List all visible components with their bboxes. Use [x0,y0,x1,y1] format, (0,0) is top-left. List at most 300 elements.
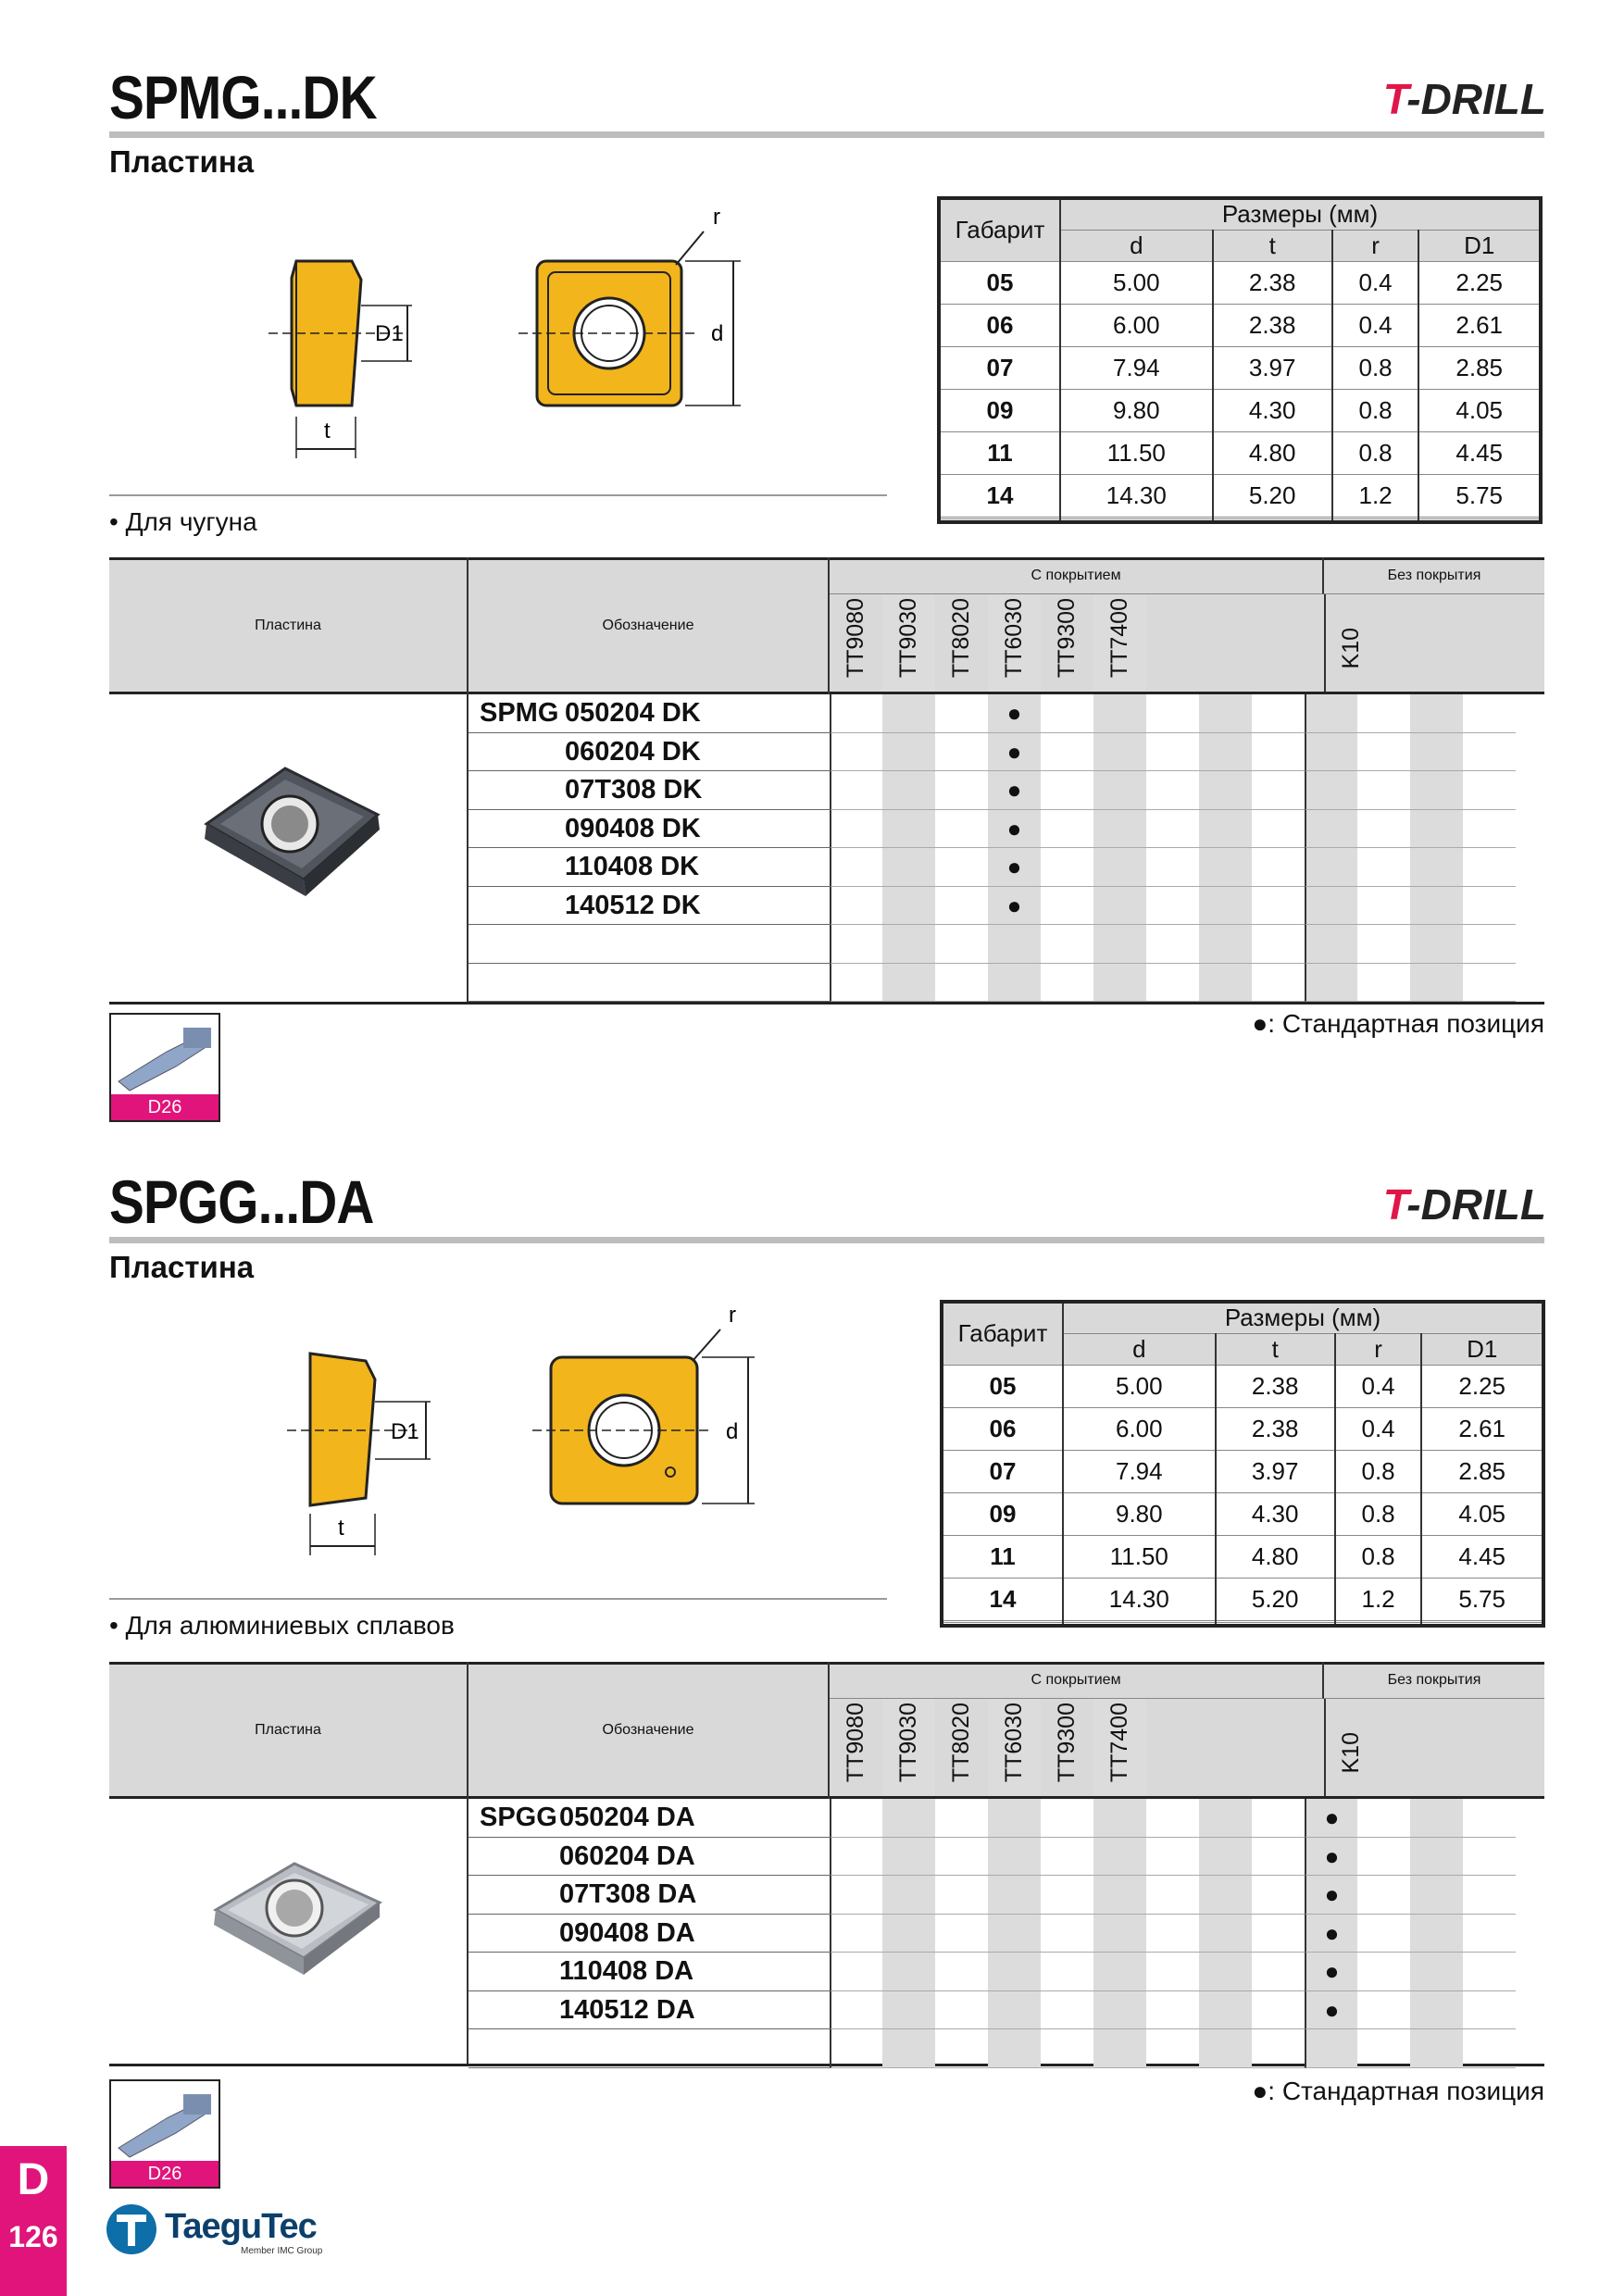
grade-cell [1305,1991,1357,2030]
grade-cell [1093,848,1146,887]
grade-cell [830,925,882,964]
col-header-insert: Пластина [109,1662,468,1799]
designation-cell [468,694,830,733]
drill-icon-label: D26 [111,2161,219,2187]
designation-code: 07T308 DA [559,1879,697,1909]
designation-cell [468,1799,830,1838]
title-rule [109,131,1544,138]
grade-cell [882,810,935,849]
grade-cell [1252,887,1305,926]
grade-cell [1146,1799,1199,1838]
grade-cell [1146,887,1199,926]
insert-photo-cell [109,694,468,1002]
brand-logo: T-DRILL [1382,1180,1546,1229]
grade-cell [1041,1991,1093,2030]
grade-cell [882,1838,935,1877]
table-row: 14 14.30 5.20 1.2 5.75 [939,475,1541,518]
grade-cell [1146,848,1199,887]
grade-header: TT9030 [882,1699,935,1796]
grade-cell [1252,1915,1305,1953]
designation-cell [468,1915,830,1953]
grade-cell [1357,848,1410,887]
standard-mark: ● [1006,891,1022,919]
drill-icon[interactable] [109,2079,220,2189]
grade-cell [935,964,988,1003]
grade-cell [1093,1799,1146,1838]
designation-code: 060204 DK [565,736,701,767]
grade-cell [882,964,935,1003]
grade-header: TT9080 [843,598,868,679]
standard-mark: ● [1324,1918,1340,1947]
grade-cell [935,887,988,926]
grade-cell [1146,771,1199,810]
grade-cell [1357,1799,1410,1838]
designation-cell [468,1991,830,2030]
insert-photo [109,694,468,1002]
grade-cell [1252,964,1305,1003]
grade-cell [830,1991,882,2030]
grade-rows [468,1799,1544,2068]
grade-cell [1463,1876,1516,1915]
table-row: 05 5.00 2.38 0.4 2.25 [942,1365,1543,1407]
grade-cell [1410,771,1463,810]
grade-cell [1146,1915,1199,1953]
grade-cell [1093,771,1146,810]
grade-cell [1357,1876,1410,1915]
svg-text:t: t [324,418,331,443]
grade-cell [1146,733,1199,772]
grade-cell [882,1876,935,1915]
grade-cell [988,848,1041,887]
grade-cell [935,733,988,772]
grade-header: TT8020 [948,598,974,679]
table-row: 05 5.00 2.38 0.4 2.25 [939,261,1541,304]
company-sub: Member IMC Group [241,2246,323,2256]
grade-cell [988,1799,1041,1838]
grade-cell [830,810,882,849]
grade-cell [1305,810,1357,849]
grade-cell [1199,1915,1252,1953]
grade-cell [935,810,988,849]
standard-mark: ● [1006,776,1022,804]
grade-cell [935,848,988,887]
col-header-designation: Обозначение [468,1662,830,1799]
table-row: 06 6.00 2.38 0.4 2.61 [939,304,1541,346]
grade-cell [935,771,988,810]
grade-cell [1305,1876,1357,1915]
grade-cell [988,2029,1041,2068]
section-title: SPGG...DA [109,1167,374,1236]
dim-size-header: Размеры (мм) [1060,198,1541,230]
grade-cell [988,964,1041,1003]
grade-cell [1305,848,1357,887]
grade-header: TT9030 [882,594,935,692]
table-row [468,848,1544,887]
grade-cell [1199,925,1252,964]
divider [109,1598,887,1600]
standard-mark: ● [1006,737,1022,766]
grade-cell [1199,1953,1252,1991]
insert-photo-cell [109,1799,468,2064]
grade-cell [1199,1991,1252,2030]
grade-cell [882,2029,935,2068]
grade-header: TT7400 [1093,594,1146,692]
grade-cell [1305,2029,1357,2068]
grade-cell [1357,1915,1410,1953]
grade-cell [1041,1953,1093,1991]
table-row [468,2029,1544,2068]
grade-cell [1146,1876,1199,1915]
table-row [468,1953,1544,1991]
grade-cell [1463,771,1516,810]
company-logo [104,2202,344,2257]
designation-cell [468,1953,830,1991]
grade-cell [935,1915,988,1953]
grade-cell [1199,694,1252,733]
grade-cell [935,1991,988,2030]
grade-cell [988,925,1041,964]
grade-cell [935,925,988,964]
grade-cell [1410,1915,1463,1953]
grade-cell [1463,810,1516,849]
grade-cell [830,964,882,1003]
grade-cell [1041,1799,1093,1838]
grade-cell [1410,925,1463,964]
col-header-insert: Пластина [109,557,468,694]
grade-cell [1357,1991,1410,2030]
grade-cell [1041,2029,1093,2068]
dim-group-header: Габарит [939,198,1060,261]
dim-col-header: D1 [1421,1333,1543,1365]
designation-cell [468,964,830,1003]
grade-cell [1199,1838,1252,1877]
dimension-table [940,1300,1545,1628]
col-header-designation: Обозначение [468,557,830,694]
designation-code: 110408 DA [559,1956,694,1986]
table-row [468,694,1544,733]
grade-cell [1305,887,1357,926]
grade-cell [1093,1991,1146,2030]
table-row [468,925,1544,964]
grade-cell [1199,887,1252,926]
grade-cell [935,694,988,733]
grade-cell [1041,964,1093,1003]
grade-cell [1463,1838,1516,1877]
drill-icon[interactable] [109,1013,220,1122]
grade-cell [1305,1838,1357,1877]
designation-code: 050204 DK [565,698,701,728]
grade-cell [1041,848,1093,887]
grade-cell [1463,1953,1516,1991]
svg-text:r: r [713,205,720,230]
uncoated-header: Без покрытия [1324,1662,1544,1699]
grade-cell [830,2029,882,2068]
grade-cell [1199,810,1252,849]
grade-cell [1041,1838,1093,1877]
grade-cell [1199,964,1252,1003]
grade-cell [1146,964,1199,1003]
grade-header: TT7400 [1093,1699,1146,1796]
grade-cell [1252,1799,1305,1838]
grade-cell [1041,733,1093,772]
grade-cell [1093,694,1146,733]
grade-cell [1463,925,1516,964]
grade-cell [882,1991,935,2030]
uncoated-header: Без покрытия [1324,557,1544,594]
designation-code: 07T308 DK [565,775,703,805]
grade-cell [1199,848,1252,887]
grade-cell [1199,1799,1252,1838]
grade-cell [1093,810,1146,849]
grade-cell [1199,733,1252,772]
designation-cell [468,810,830,849]
grade-cell [1093,1915,1146,1953]
designation-cell [468,771,830,810]
section-tab [0,2146,67,2296]
taegutec-logo-icon [104,2202,159,2257]
grade-cell [988,694,1041,733]
grade-cell [988,1991,1041,2030]
table-row [468,1915,1544,1953]
grade-cell [1410,2029,1463,2068]
grade-cell [1305,733,1357,772]
grade-cell [1199,2029,1252,2068]
standard-mark: ● [1324,1995,1340,2024]
standard-mark: ● [1324,1803,1340,1831]
table-row [468,771,1544,810]
prefix-label: SPGG [480,1803,557,1832]
designation-code: 090408 DA [559,1917,695,1948]
title-rule [109,1237,1544,1243]
grade-cell [1305,1953,1357,1991]
grade-cell [882,1953,935,1991]
grade-cell [1146,925,1199,964]
dim-col-header: d [1060,230,1213,261]
grade-cell [1093,733,1146,772]
grade-cell [1463,2029,1516,2068]
svg-text:d: d [711,321,724,346]
grade-cell [830,1915,882,1953]
grade-cell [1041,810,1093,849]
grade-cell [1305,771,1357,810]
grade-cell [1252,733,1305,772]
grade-cell [1463,1991,1516,2030]
grade-header: K10 [1324,594,1377,692]
grade-cell [1093,1838,1146,1877]
table-row: 07 7.94 3.97 0.8 2.85 [939,346,1541,389]
grade-cell [1463,1915,1516,1953]
grade-cell [1410,1838,1463,1877]
standard-mark: ● [1006,814,1022,842]
table-row [468,1876,1544,1915]
grade-cell [1305,964,1357,1003]
grade-cell [1410,810,1463,849]
grade-cell [830,733,882,772]
grade-cell [1357,887,1410,926]
grade-cell [1357,810,1410,849]
designation-code: 090408 DK [565,813,701,843]
grade-cell [1410,964,1463,1003]
table-row [468,1991,1544,2030]
grade-cell [935,1838,988,1877]
grade-cell [1199,1876,1252,1915]
grade-cell [1146,694,1199,733]
table-row [468,1838,1544,1877]
grade-cell [1357,1953,1410,1991]
grade-cell [1252,848,1305,887]
grade-cell [1041,887,1093,926]
section-subtitle: Пластина [109,1250,255,1284]
grade-cell [1252,1838,1305,1877]
grade-cell [1357,964,1410,1003]
grade-cell [1093,2029,1146,2068]
grade-cell [1410,733,1463,772]
grade-cell [1305,1799,1357,1838]
application-note: • Для алюминиевых сплавов [109,1611,455,1640]
grade-header: TT9300 [1054,1703,1080,1783]
grade-header: TT9300 [1054,598,1080,679]
table-row: 09 9.80 4.30 0.8 4.05 [942,1492,1543,1535]
grade-cell [830,1876,882,1915]
coated-header: С покрытием [830,557,1324,594]
grade-cell [830,1953,882,1991]
grade-cell [1357,1838,1410,1877]
divider [109,494,887,496]
grade-cell [830,1838,882,1877]
grade-cell [1357,771,1410,810]
dim-col-header: r [1335,1333,1422,1365]
section-letter: D [17,2155,50,2204]
grade-cell [1252,1876,1305,1915]
section-title: SPMG...DK [109,63,377,131]
grade-cell [1252,810,1305,849]
dim-col-header: t [1213,230,1332,261]
grade-cell [1146,1991,1199,2030]
grade-cell [1410,1953,1463,1991]
standard-mark: ● [1006,699,1022,727]
grade-cell [1146,2029,1199,2068]
page-number: 126 [8,2220,58,2253]
grade-cell [830,1799,882,1838]
grade-cell [988,1915,1041,1953]
designation-cell [468,925,830,964]
d1-label: D1 [375,321,404,346]
standard-mark: ● [1324,1957,1340,1985]
grade-cell [935,1799,988,1838]
grade-cell [1146,810,1199,849]
grade-cell [935,1876,988,1915]
grade-cell [988,810,1041,849]
grade-cell [830,694,882,733]
grade-cell [1252,771,1305,810]
svg-text:r: r [729,1305,736,1328]
grade-cell [882,694,935,733]
dim-group-header: Габарит [942,1302,1063,1365]
grade-cell [1463,887,1516,926]
designation-cell [468,848,830,887]
grade-cell [1357,2029,1410,2068]
grade-cell [1252,1953,1305,1991]
grade-cell [1252,1991,1305,2030]
grade-cell [1305,694,1357,733]
svg-text:D1: D1 [391,1419,419,1444]
designation-cell [468,2029,830,2068]
grade-cell [1357,733,1410,772]
table-row: 07 7.94 3.97 0.8 2.85 [942,1450,1543,1492]
grade-cell [830,887,882,926]
section-subtitle: Пластина [109,144,255,179]
grade-cell [1410,887,1463,926]
grade-cell [1041,694,1093,733]
grade-cell [1252,925,1305,964]
grade-cell [1093,964,1146,1003]
legend: ●: Стандартная позиция [1252,2077,1544,2105]
designation-cell [468,1838,830,1877]
table-row [468,964,1544,1003]
grade-cell [830,848,882,887]
grade-cell [1041,925,1093,964]
grade-cell [1410,848,1463,887]
drill-icon-label: D26 [111,1094,219,1120]
dimension-table [937,196,1543,524]
grade-cell [1410,694,1463,733]
dim-col-header: D1 [1418,230,1541,261]
grade-cell [1041,1915,1093,1953]
grade-cell [1146,1953,1199,1991]
table-row: 09 9.80 4.30 0.8 4.05 [939,389,1541,431]
standard-mark: ● [1006,853,1022,880]
grade-cell [935,1953,988,1991]
grade-cell [1410,1799,1463,1838]
designation-cell [468,1876,830,1915]
grade-cell [988,887,1041,926]
grade-cell [1093,887,1146,926]
brand-logo: T-DRILL [1382,75,1546,123]
grade-cell [1305,925,1357,964]
grade-cell [988,733,1041,772]
grade-cell [1093,1953,1146,1991]
designation-code: 110408 DK [565,852,700,881]
prefix-label: SPMG [480,698,559,728]
grade-cell [1093,925,1146,964]
svg-text:t: t [338,1516,344,1541]
grade-cell [1252,2029,1305,2068]
table-row: 11 11.50 4.80 0.8 4.45 [942,1536,1543,1578]
table-row [468,887,1544,926]
grade-cell [1463,694,1516,733]
grade-header: TT6030 [988,594,1041,692]
grade-cell [1463,848,1516,887]
designation-code: 060204 DA [559,1841,695,1871]
grade-header: K10 [1324,1699,1377,1796]
grade-cell [1410,1991,1463,2030]
grade-rows [468,694,1544,1002]
drill-tool-icon [111,1015,219,1094]
grade-cell [988,1953,1041,1991]
insert-photo [109,1799,468,2064]
grade-cell [1146,1838,1199,1877]
standard-mark: ● [1324,1880,1340,1908]
insert-dimension-drawing [259,204,768,463]
table-row [468,1799,1544,1838]
table-row [942,1622,1543,1626]
grade-cell [882,771,935,810]
grade-cell [1041,1876,1093,1915]
grade-cell [988,1876,1041,1915]
grade-cell [1093,1876,1146,1915]
coated-header: С покрытием [830,1662,1324,1699]
grade-cell [1041,771,1093,810]
